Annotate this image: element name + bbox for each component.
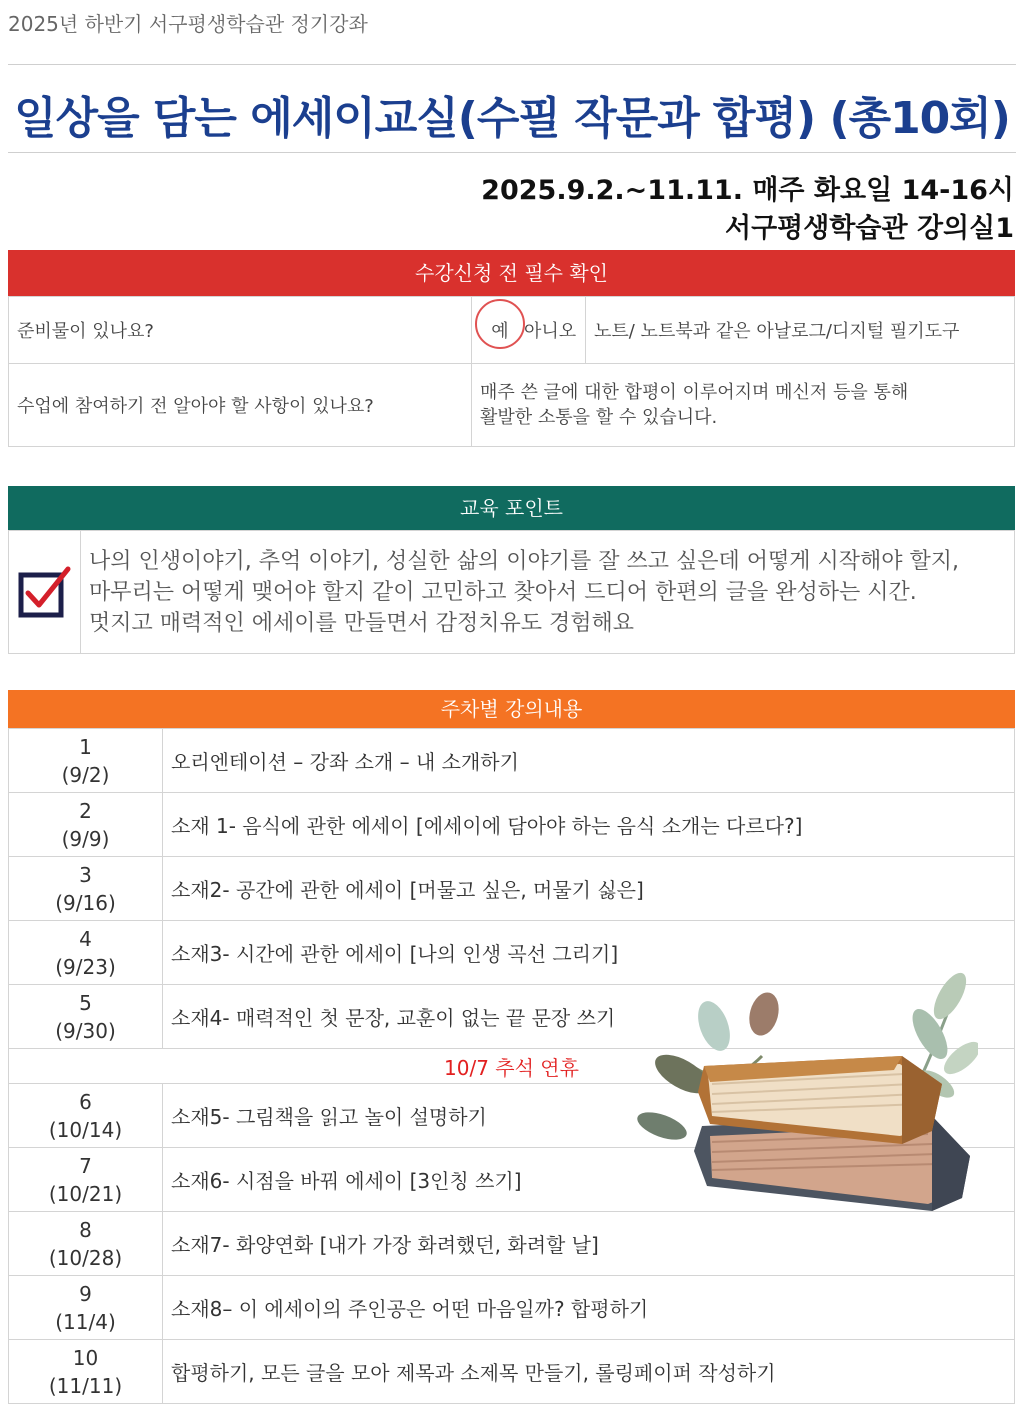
week-date: (10/14): [48, 1117, 123, 1142]
prereq-answer-line: 활발한 소통을 할 수 있습니다.: [480, 407, 718, 428]
prereq-section: [8, 250, 1015, 447]
week-content: 소재6- 시점을 바꿔 에세이 [3인칭 쓰기]: [163, 1148, 1015, 1212]
divider: [8, 64, 1016, 65]
week-number-cell: [9, 985, 163, 1049]
schedule-row: [9, 1340, 1015, 1404]
week-content: 소재 1- 음식에 관한 에세이 [에세이에 담아야 하는 음식 소개는 다르다?]: [163, 793, 1015, 857]
prereq-row: [9, 364, 1015, 447]
schedule-row: [9, 729, 1015, 793]
prereq-row: [9, 297, 1015, 364]
schedule-row: [9, 1212, 1015, 1276]
points-text: [81, 531, 1015, 654]
points-line: 멋지고 매력적인 에세이를 만들면서 감정치유도 경험해요: [89, 610, 635, 636]
points-heading: 교육 포인트: [8, 486, 1015, 530]
points-line: 마무리는 어떻게 맺어야 할지 같이 고민하고 찾아서 드디어 한편의 글을 완성하는 시간.: [89, 579, 917, 605]
points-line: 나의 인생이야기, 추억 이야기, 성실한 삶의 이야기를 잘 쓰고 싶은데 어떻게 시작해야 할지,: [89, 548, 959, 574]
divider: [8, 152, 1016, 153]
selected-circle-mark: [475, 299, 525, 349]
week-content: 소재7- 화양연화 [내가 가장 화려했던, 화려할 날]: [163, 1212, 1015, 1276]
schedule-row: [9, 857, 1015, 921]
week-content: 소재8– 이 에세이의 주인공은 어떤 마음일까? 합평하기: [163, 1276, 1015, 1340]
prereq-table: [8, 296, 1015, 447]
week-number-cell: [9, 729, 163, 793]
schedule-heading: 주차별 강의내용: [8, 690, 1015, 728]
week-date: (9/16): [55, 890, 116, 915]
prereq-question: 준비물이 있나요?: [9, 297, 472, 364]
prereq-detail: 노트/ 노트북과 같은 아날로그/디지털 필기도구: [586, 297, 1015, 364]
week-date: (11/4): [55, 1309, 116, 1334]
week-date: (9/30): [55, 1018, 116, 1043]
week-number: 1: [79, 734, 92, 759]
prereq-answer: [472, 364, 1015, 447]
prereq-question: 수업에 참여하기 전 알아야 할 사항이 있나요?: [9, 364, 472, 447]
week-number: 3: [79, 862, 92, 887]
week-number-cell: [9, 1212, 163, 1276]
page-title: 일상을 담는 에세이교실(수필 작문과 합평) (총10회): [14, 93, 1010, 144]
points-section: [8, 486, 1015, 654]
points-table: [8, 530, 1015, 654]
week-date: (9/2): [61, 762, 110, 787]
week-content: 소재5- 그림책을 읽고 놀이 설명하기: [163, 1084, 1015, 1148]
week-number-cell: [9, 921, 163, 985]
week-date: (11/11): [48, 1373, 123, 1398]
week-date: (10/28): [48, 1245, 123, 1270]
prereq-answer-line: 매주 쓴 글에 대한 합평이 이루어지며 메신저 등을 통해: [480, 382, 909, 403]
course-date: 2025.9.2.~11.11. 매주 화요일 14-16시: [481, 175, 1014, 206]
checkbox-checked-icon: [18, 565, 72, 619]
week-number: 8: [79, 1217, 92, 1242]
holiday-text: 10/7 추석 연휴: [9, 1049, 1015, 1084]
books-with-leaves-icon: [632, 966, 978, 1218]
schedule-row: [9, 793, 1015, 857]
week-number-cell: [9, 1340, 163, 1404]
week-content: 소재4- 매력적인 첫 문장, 교훈이 없는 끝 문장 쓰기: [163, 985, 1015, 1049]
yes-option[interactable]: 예: [480, 317, 520, 343]
week-number: 2: [79, 798, 92, 823]
yes-no-choice: [472, 297, 586, 364]
week-number-cell: [9, 1276, 163, 1340]
week-number: 5: [79, 990, 92, 1015]
week-number: 6: [79, 1089, 92, 1114]
week-content: 소재3- 시간에 관한 에세이 [나의 인생 곡선 그리기]: [163, 921, 1015, 985]
week-date: (9/23): [55, 954, 116, 979]
week-date: (10/21): [48, 1181, 123, 1206]
week-number: 9: [79, 1281, 92, 1306]
week-number-cell: [9, 1148, 163, 1212]
week-number-cell: [9, 793, 163, 857]
week-number: 10: [72, 1345, 99, 1370]
week-number-cell: [9, 1084, 163, 1148]
checkbox-checked-icon-cell: [9, 531, 81, 654]
week-content: 합평하기, 모든 글을 모아 제목과 소제목 만들기, 롤링페이퍼 작성하기: [163, 1340, 1015, 1404]
week-number-cell: [9, 857, 163, 921]
week-content: 소재2- 공간에 관한 에세이 [머물고 싶은, 머물기 싫은]: [163, 857, 1015, 921]
course-place: 서구평생학습관 강의실1: [724, 213, 1014, 244]
week-number: 4: [79, 926, 92, 951]
top-label: 2025년 하반기 서구평생학습관 정기강좌: [8, 12, 368, 36]
schedule-row: [9, 1276, 1015, 1340]
week-date: (9/9): [61, 826, 110, 851]
week-content: 오리엔테이션 – 강좌 소개 – 내 소개하기: [163, 729, 1015, 793]
week-number: 7: [79, 1153, 92, 1178]
prereq-heading: 수강신청 전 필수 확인: [8, 250, 1015, 296]
no-option[interactable]: 아니오: [524, 321, 577, 342]
